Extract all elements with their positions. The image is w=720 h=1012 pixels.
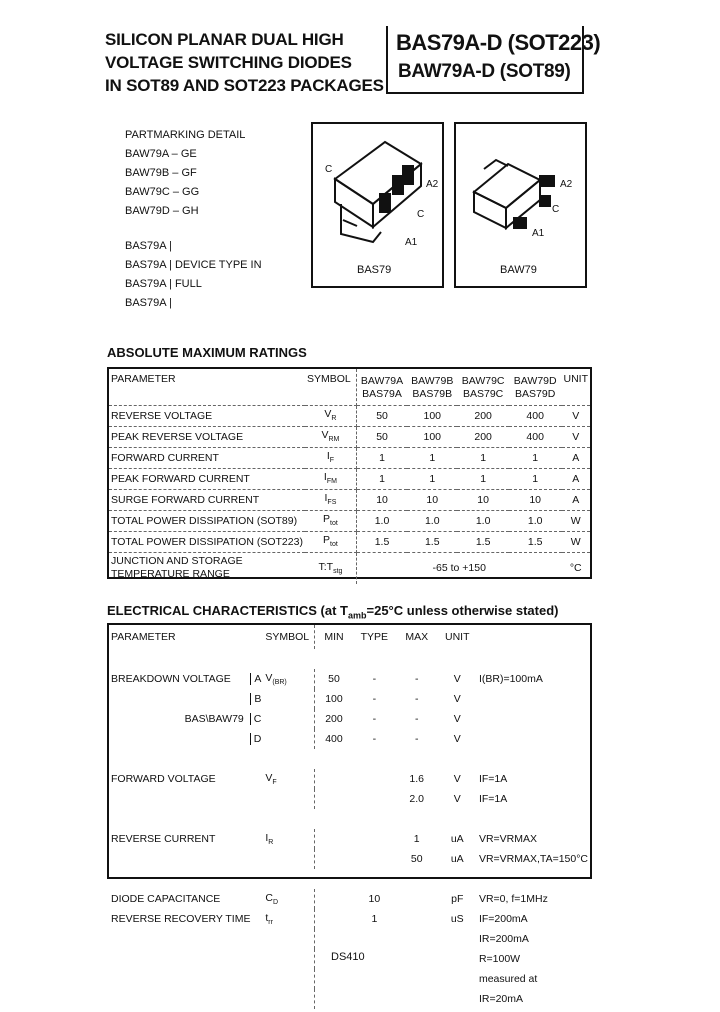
max-cell — [396, 909, 438, 929]
symbol-text: I — [323, 471, 327, 484]
unit-cell — [438, 929, 477, 949]
max-cell: - — [414, 713, 419, 725]
symbol-cell — [263, 789, 314, 809]
pin-a1-label: A1 — [532, 228, 545, 239]
type-cell — [353, 989, 396, 1009]
param-cell: REVERSE RECOVERY TIME — [111, 913, 251, 925]
header-max: MAX — [405, 631, 429, 643]
symbol-cell — [305, 468, 356, 489]
value-cell: 50 — [356, 426, 407, 447]
unit-cell: V — [453, 793, 461, 805]
min-cell — [315, 849, 353, 869]
value-cell: V — [562, 405, 591, 426]
type-cell — [353, 829, 396, 849]
unit-cell: V — [453, 693, 461, 705]
param-cell — [109, 849, 263, 869]
header-line: BAS79D — [515, 388, 556, 401]
type-cell — [353, 769, 396, 789]
header-min: MIN — [324, 631, 344, 643]
value-cell: 1 — [356, 468, 407, 489]
symbol-text: C — [265, 891, 273, 904]
header-symbol: SYMBOL — [305, 369, 356, 405]
junction-symbol — [305, 552, 356, 584]
value-cell: 400 — [509, 405, 562, 426]
table-row — [109, 489, 590, 510]
table-row — [109, 789, 590, 809]
type-cell: 1 — [371, 913, 378, 925]
cond-cell: VR=VRMAX,TA=150°C — [478, 853, 588, 865]
pin-c-label: C — [417, 209, 425, 220]
spacer — [109, 869, 263, 889]
partmarking-item: BAW79C – GG — [125, 186, 200, 198]
bas-line: BAS79A | — [125, 297, 172, 309]
param-cell — [109, 789, 263, 809]
value-cell: 1.5 — [509, 531, 562, 552]
value-cell: 1 — [407, 468, 457, 489]
table-row — [109, 889, 590, 909]
min-cell: 100 — [325, 693, 343, 705]
symbol-cell — [263, 909, 314, 929]
type-cell — [353, 969, 396, 989]
param-cell: REVERSE CURRENT — [111, 833, 216, 845]
value-cell: 100 — [407, 426, 457, 447]
spacer — [109, 809, 263, 829]
max-cell — [396, 949, 438, 969]
unit-cell: V — [453, 733, 461, 745]
type-cell — [353, 789, 396, 809]
max-cell — [396, 889, 438, 909]
spacer — [109, 749, 263, 769]
unit-cell: uA — [450, 853, 464, 865]
header-type: TYPE — [360, 631, 389, 643]
type-cell: - — [372, 713, 377, 725]
table-row — [109, 849, 590, 869]
value-cell: 10 — [509, 489, 562, 510]
param-cell — [109, 989, 263, 1009]
elec-heading — [107, 603, 558, 621]
symbol-cell — [263, 949, 314, 969]
max-cell: 2.0 — [409, 793, 425, 805]
min-cell — [315, 769, 353, 789]
grade-label: C — [250, 713, 262, 725]
value-cell: 1.0 — [457, 510, 509, 531]
header-grade-d — [509, 369, 562, 405]
symbol-text: I — [324, 492, 328, 505]
table-row — [109, 729, 590, 749]
min-cell — [315, 909, 353, 929]
header-line: BAW79A — [360, 375, 404, 388]
symbol-cell — [305, 489, 356, 510]
cond-cell: IR=200mA — [478, 933, 529, 945]
value-cell: A — [562, 489, 591, 510]
symbol-cell — [263, 769, 314, 789]
table-row — [109, 447, 590, 468]
value-cell: W — [562, 531, 591, 552]
unit-cell: uA — [450, 833, 464, 845]
unit-cell — [438, 969, 477, 989]
symbol-text: T:T — [318, 561, 334, 574]
value-cell: 1.0 — [356, 510, 407, 531]
param-cell — [109, 929, 263, 949]
junction-line: JUNCTION AND STORAGE — [111, 555, 243, 568]
symbol-sub: R — [268, 839, 274, 847]
min-cell — [315, 889, 353, 909]
type-cell — [353, 929, 396, 949]
min-cell — [315, 929, 353, 949]
table-row — [109, 749, 590, 769]
table-row — [109, 405, 590, 426]
type-cell: - — [372, 693, 377, 705]
cond-cell: R=100W — [478, 953, 521, 965]
unit-cell: V — [453, 713, 461, 725]
table-row — [109, 829, 590, 849]
value-cell: W — [562, 510, 591, 531]
value-cell: 1 — [407, 447, 457, 468]
param-cell — [109, 949, 263, 969]
symbol-sub: tot — [330, 541, 338, 549]
table-header-row — [109, 369, 590, 405]
param-text: BREAKDOWN VOLTAGE — [111, 673, 231, 685]
max-cell: - — [414, 733, 419, 745]
unit-cell: V — [453, 773, 461, 785]
table-row — [109, 929, 590, 949]
min-cell: 400 — [325, 733, 343, 745]
header-line: BAS79A — [362, 388, 402, 401]
cond-cell: VR=0, f=1MHz — [478, 893, 548, 905]
junction-line: TEMPERATURE RANGE — [111, 568, 230, 581]
pin-c-label: C — [552, 204, 560, 215]
bas-line: BAS79A | — [125, 240, 172, 252]
sot223-caption: BAS79 — [357, 264, 392, 276]
value-cell: 1 — [356, 447, 407, 468]
partmarking-heading: PARTMARKING DETAIL — [125, 129, 246, 141]
symbol-text: P — [323, 534, 331, 547]
type-cell — [353, 849, 396, 869]
cond-cell: IR=20mA — [478, 993, 524, 1005]
pin-a2-label: A2 — [426, 179, 439, 190]
table-row — [109, 809, 590, 829]
partmarking-detail — [125, 126, 262, 313]
param-cell: SURGE FORWARD CURRENT — [109, 489, 305, 510]
value-cell: 1 — [457, 447, 509, 468]
param-cell: TOTAL POWER DISSIPATION (SOT223) — [109, 531, 305, 552]
symbol-cell — [263, 969, 314, 989]
value-cell: 1 — [509, 468, 562, 489]
value-cell: A — [562, 447, 591, 468]
param-cell: REVERSE VOLTAGE — [109, 405, 305, 426]
cond-cell: VR=VRMAX — [478, 833, 538, 845]
header-grade-b — [407, 369, 457, 405]
symbol-sub: stg — [333, 568, 343, 576]
heading-sub: amb — [347, 610, 367, 621]
title-line-3: IN SOT89 AND SOT223 PACKAGES — [105, 76, 384, 95]
partmarking-item: BAW79B – GF — [125, 167, 197, 179]
param-cell — [109, 709, 263, 729]
abs-max-table — [107, 367, 592, 579]
min-cell: 200 — [325, 713, 343, 725]
value-cell: 50 — [356, 405, 407, 426]
symbol-cell — [305, 405, 356, 426]
part-number-sot223: BAS79A-D (SOT223) — [396, 30, 601, 55]
table-row — [109, 869, 590, 889]
min-cell — [315, 989, 353, 1009]
header-line: BAS79C — [462, 388, 504, 401]
grade-label: A — [250, 673, 261, 685]
header-line: BAW79B — [411, 375, 454, 388]
table-row — [109, 510, 590, 531]
cond-cell — [477, 689, 590, 709]
symbol-cell — [305, 426, 356, 447]
table-row — [109, 552, 590, 584]
type-cell: 10 — [368, 893, 381, 905]
table-row — [109, 531, 590, 552]
param-cell: PEAK REVERSE VOLTAGE — [109, 426, 305, 447]
header-parameter: PARAMETER — [109, 369, 305, 405]
table-row — [109, 969, 590, 989]
table-row — [109, 769, 590, 789]
cond-cell: measured at — [478, 973, 538, 985]
type-cell: - — [372, 733, 377, 745]
table-row — [109, 468, 590, 489]
symbol-text: V — [265, 671, 273, 684]
max-cell: - — [414, 673, 419, 685]
max-cell — [396, 989, 438, 1009]
value-cell: 10 — [457, 489, 509, 510]
symbol-text: I — [326, 450, 330, 463]
value-cell: 1.5 — [457, 531, 509, 552]
symbol-cell — [263, 669, 314, 689]
symbol-sub: tot — [330, 520, 338, 528]
param-cell — [109, 669, 263, 689]
cond-cell: IF=1A — [478, 773, 508, 785]
header-unit: UNIT — [562, 369, 591, 405]
param-cell: DIODE CAPACITANCE — [111, 893, 221, 905]
abs-max-grid — [109, 369, 590, 584]
value-cell: 1 — [457, 468, 509, 489]
unit-cell: pF — [451, 893, 464, 905]
max-cell — [396, 929, 438, 949]
symbol-cell — [305, 510, 356, 531]
header-line: BAW79C — [461, 375, 505, 388]
symbol-cell — [263, 689, 314, 709]
symbol-cell — [305, 531, 356, 552]
pin-a2-label: A2 — [560, 179, 573, 190]
param-cell: FORWARD VOLTAGE — [111, 773, 216, 785]
symbol-text: P — [323, 513, 331, 526]
value-cell: V — [562, 426, 591, 447]
symbol-cell — [305, 447, 356, 468]
value-cell: 1.5 — [356, 531, 407, 552]
symbol-sub: rr — [268, 919, 273, 927]
header-line: BAS79B — [412, 388, 453, 401]
header-symbol: SYMBOL — [263, 625, 314, 649]
symbol-cell — [263, 709, 314, 729]
partmarking-item: BAW79D – GH — [125, 205, 199, 217]
symbol-text: V — [324, 408, 332, 421]
table-row — [109, 909, 590, 929]
table-row — [109, 426, 590, 447]
param-cell — [109, 969, 263, 989]
part-number-sot89: BAW79A-D (SOT89) — [398, 61, 571, 82]
value-cell: 200 — [457, 426, 509, 447]
min-cell — [315, 789, 353, 809]
junction-param — [109, 552, 305, 584]
cond-cell — [477, 709, 590, 729]
sot89-package-panel — [454, 122, 587, 288]
max-cell: 1 — [413, 833, 420, 845]
sot89-package-icon — [456, 124, 585, 286]
junction-unit: °C — [569, 562, 582, 575]
title-line-2: VOLTAGE SWITCHING DIODES — [105, 53, 352, 72]
symbol-cell — [263, 729, 314, 749]
value-cell: 100 — [407, 405, 457, 426]
header-line: BAW79D — [513, 375, 557, 388]
value-cell: 1 — [509, 447, 562, 468]
type-cell: - — [372, 673, 377, 685]
header-grade-a — [356, 369, 407, 405]
cond-cell: IF=200mA — [478, 913, 528, 925]
max-cell: 50 — [410, 853, 423, 865]
value-cell: 10 — [407, 489, 457, 510]
min-cell — [315, 829, 353, 849]
table-row — [109, 989, 590, 1009]
header-grade-c — [457, 369, 509, 405]
symbol-sub: F — [329, 457, 335, 465]
abs-max-heading: ABSOLUTE MAXIMUM RATINGS — [107, 345, 307, 360]
junction-value: -65 to +150 — [432, 562, 486, 575]
param-cell: PEAK FORWARD CURRENT — [109, 468, 305, 489]
header-conditions — [477, 625, 590, 649]
sot89-caption: BAW79 — [500, 264, 537, 276]
symbol-cell — [263, 829, 314, 849]
param-cell — [109, 689, 263, 709]
grade-label: D — [250, 733, 262, 745]
max-cell — [396, 969, 438, 989]
param-cell: FORWARD CURRENT — [109, 447, 305, 468]
unit-cell — [438, 989, 477, 1009]
symbol-sub: (BR) — [272, 679, 287, 687]
param-cell: TOTAL POWER DISSIPATION (SOT89) — [109, 510, 305, 531]
sot223-package-panel — [311, 122, 444, 288]
symbol-text: V — [321, 429, 329, 442]
pin-c-top-label: C — [325, 164, 333, 175]
param-cell — [109, 729, 263, 749]
symbol-sub: RM — [328, 436, 340, 444]
heading-part: ELECTRICAL CHARACTERISTICS (at T — [107, 603, 348, 618]
header-parameter: PARAMETER — [111, 631, 176, 643]
value-cell: 1.5 — [407, 531, 457, 552]
grade-label: B — [250, 693, 261, 705]
document-code: DS410 — [331, 951, 365, 963]
value-cell: A — [562, 468, 591, 489]
title-line-1: SILICON PLANAR DUAL HIGH — [105, 30, 344, 49]
symbol-cell — [263, 849, 314, 869]
unit-cell: V — [453, 673, 461, 685]
table-row — [109, 689, 590, 709]
table-header-row — [109, 625, 590, 649]
unit-cell — [438, 949, 477, 969]
family-text: BAS\BAW79 — [184, 713, 244, 725]
symbol-sub: R — [331, 415, 337, 423]
symbol-cell — [263, 929, 314, 949]
header-unit: UNIT — [444, 631, 470, 643]
table-row — [109, 709, 590, 729]
value-cell: 1.0 — [407, 510, 457, 531]
table-row — [109, 669, 590, 689]
heading-part: =25°C unless otherwise stated) — [366, 603, 559, 618]
pin-a1-label: A1 — [405, 237, 418, 248]
value-cell: 1.0 — [509, 510, 562, 531]
symbol-sub: FM — [326, 478, 337, 486]
document-title — [105, 28, 384, 97]
partmarking-item: BAW79A – GE — [125, 148, 197, 160]
cond-cell — [477, 729, 590, 749]
value-cell: 400 — [509, 426, 562, 447]
cond-cell: IF=1A — [478, 793, 508, 805]
symbol-text: I — [265, 831, 269, 844]
symbol-cell — [263, 989, 314, 1009]
value-cell: 200 — [457, 405, 509, 426]
min-cell — [315, 969, 353, 989]
value-cell: 10 — [356, 489, 407, 510]
bas-line: BAS79A | DEVICE TYPE IN — [125, 259, 262, 271]
bas-line: BAS79A | FULL — [125, 278, 202, 290]
symbol-text: t — [265, 911, 269, 924]
symbol-cell — [263, 889, 314, 909]
max-cell: - — [414, 693, 419, 705]
symbol-sub: F — [272, 779, 277, 787]
cond-cell: I(BR)=100mA — [478, 673, 543, 685]
max-cell: 1.6 — [409, 773, 425, 785]
min-cell: 50 — [328, 673, 340, 685]
unit-cell: uS — [450, 913, 464, 925]
symbol-text: V — [265, 771, 273, 784]
symbol-sub: FS — [327, 499, 337, 507]
symbol-sub: D — [272, 899, 278, 907]
sot223-package-icon — [313, 124, 442, 286]
